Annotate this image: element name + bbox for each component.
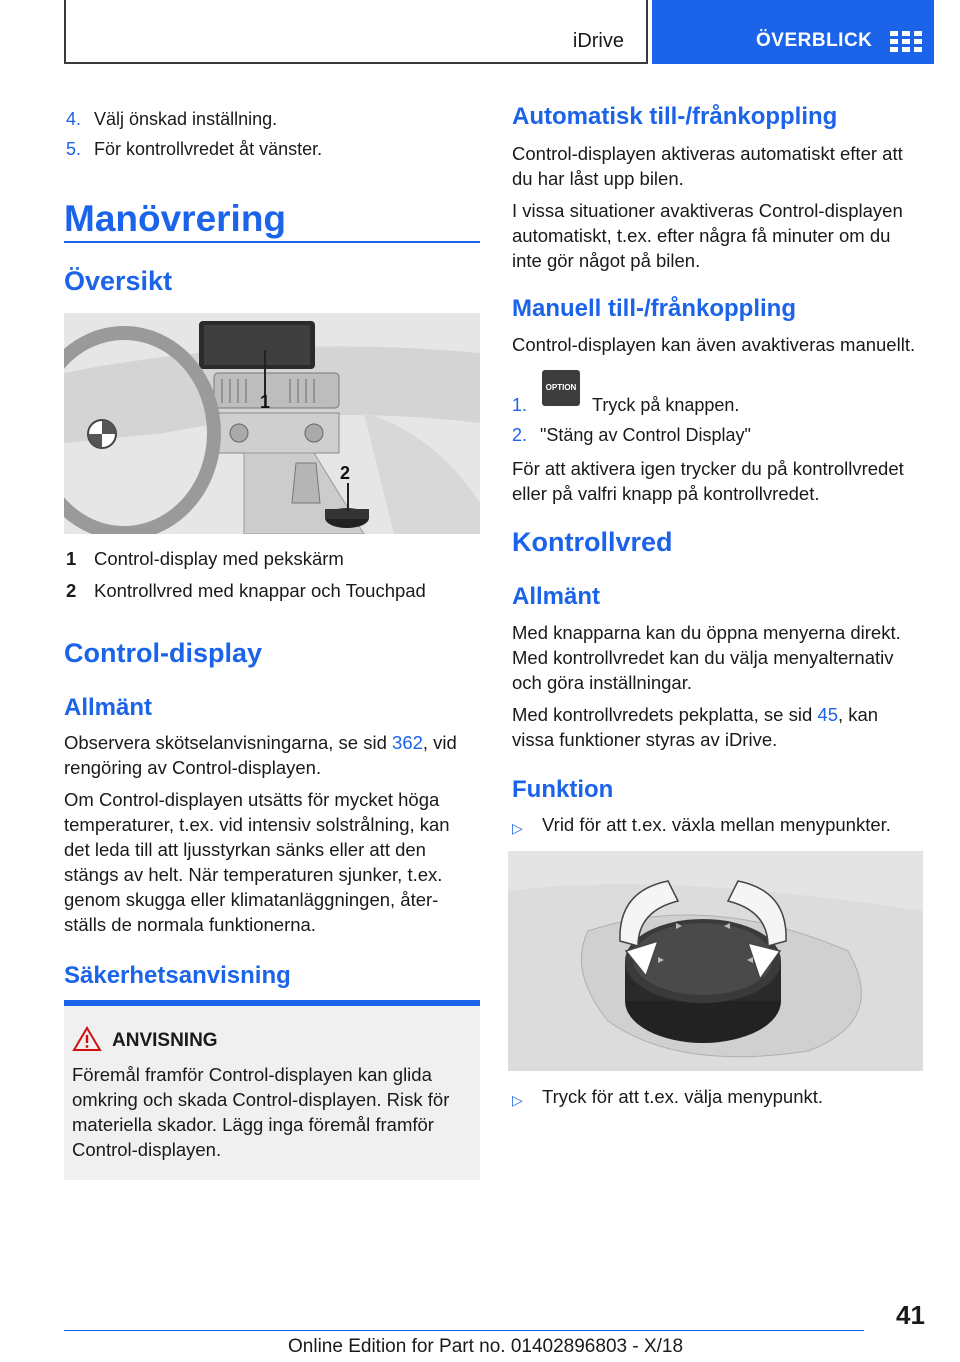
legend-text: Control-display med pekskärm [94, 548, 344, 569]
legend-number: 1 [66, 548, 77, 569]
step-4 [66, 108, 480, 130]
manuell-step-2 [512, 424, 932, 446]
dashboard-illustration [64, 313, 480, 534]
temp-line: Om Control-displayen utsätts för mycket höga [64, 789, 440, 810]
step-number: 2. [512, 425, 528, 445]
auto-line: du har låst upp bilen. [512, 168, 684, 189]
kontrollvred-paragraph [512, 620, 942, 759]
heading-funktion: Funktion [512, 776, 614, 803]
kv-text-end: , kan [837, 704, 879, 725]
page-number: 41 [896, 1300, 925, 1330]
bullet-text: Vrid för att t.ex. växla mellan menypunkter. [542, 814, 891, 835]
callout-1: 1 [260, 392, 271, 412]
warning-icon [72, 1026, 102, 1052]
auto-line: inte gör något på bilen. [512, 250, 701, 271]
overview-tab-label: ÖVERBLICK [756, 30, 873, 51]
allmant-text-end: , vid [422, 732, 457, 753]
step-text: Välj önskad inställning. [94, 109, 278, 129]
temp-line: ställs de normala funktionerna. [64, 914, 316, 935]
heading-manuell: Manuell till-/frånkoppling [512, 295, 796, 322]
auto-line: automatiskt, t.ex. efter några få minuter om du [512, 225, 891, 246]
overview-tab[interactable] [652, 0, 934, 64]
footer-rule [64, 1330, 864, 1331]
heading-manovrering: Manövrering [64, 198, 287, 239]
allmant-text-line2: rengöring av Control-displayen. [64, 757, 322, 778]
step-number: 4. [66, 109, 82, 129]
heading-kontrollvred: Kontrollvred [512, 527, 673, 557]
kv-line: Med knapparna kan du öppna menyerna direkt. [512, 622, 901, 643]
legend-item-2 [66, 580, 480, 602]
heading-oversikt: Översikt [64, 266, 173, 296]
kv-text-line2: vissa funktioner styras av iDrive. [512, 729, 778, 750]
legend-text: Kontrollvred med knappar och Touchpad [94, 580, 426, 601]
temp-line: temperaturer, t.ex. vid intensiv solstrålning, kan [64, 814, 450, 835]
manuell-paragraph-2 [512, 456, 942, 506]
heading-allmant-left: Allmänt [64, 694, 153, 721]
triangle-bullet-icon: ▷ [512, 820, 523, 836]
temp-line: det leda till att ljusstyrkan sänks eller att den [64, 839, 426, 860]
grid-icon [890, 31, 922, 53]
warning-title: ANVISNING [112, 1030, 218, 1051]
page-link-362[interactable]: 362 [392, 732, 423, 753]
bullet-press [512, 1086, 932, 1108]
bullet-text: Tryck för att t.ex. välja menypunkt. [542, 1086, 824, 1107]
header-section-title: iDrive [572, 30, 624, 52]
step-5 [66, 138, 480, 160]
temp-line: stängs av helt. När temperaturen sjunker, t.ex. [64, 864, 443, 885]
footer-edition: Online Edition for Part no. 01402896803 - X/18 [288, 1336, 684, 1357]
heading-auto: Automatisk till-/frånkoppling [512, 103, 838, 130]
warning-text [72, 1062, 476, 1162]
heading-rule [64, 241, 480, 243]
step-number: 5. [66, 139, 82, 159]
step-text: Tryck på knappen. [592, 395, 740, 415]
legend-number: 2 [66, 580, 77, 601]
heading-allmant-right: Allmänt [512, 583, 601, 610]
allmant-text: Observera skötselanvisningarna, se sid [64, 732, 393, 753]
manuell-paragraph: Control-displayen kan även avaktiveras manuellt. [512, 334, 916, 355]
manuell-line: För att aktivera igen trycker du på kontrollvredet [512, 458, 904, 479]
heading-sakerhet: Säkerhetsanvisning [64, 962, 291, 989]
warning-bar [64, 1000, 480, 1006]
warning-line: omkring och skada Control-displayen. Risk för [72, 1089, 450, 1110]
step-text: För kontrollvredet åt vänster. [94, 139, 323, 159]
temp-line: genom skugga eller klimatanläggningen, åter- [64, 889, 439, 910]
auto-line: Control-displayen aktiveras automatiskt efter att [512, 143, 903, 164]
step-number: 1. [512, 395, 528, 415]
heading-control-display: Control-display [64, 638, 263, 668]
warning-line: Control-displayen. [72, 1139, 222, 1160]
option-key-icon: OPTION [542, 370, 580, 406]
manuell-line: eller på valfri knapp på kontrollvredet. [512, 483, 820, 504]
header-section-box [64, 0, 648, 64]
triangle-bullet-icon: ▷ [512, 1092, 523, 1108]
step-text: "Stäng av Control Display" [540, 425, 751, 445]
auto-line: I vissa situationer avaktiveras Control-displayen [512, 200, 903, 221]
warning-line: Föremål framför Control-displayen kan glida [72, 1064, 432, 1085]
callout-2: 2 [340, 463, 351, 483]
warning-line: materiella skador. Lägg inga föremål framför [72, 1114, 434, 1135]
kv-line: Med kontrollvredet kan du välja menyalternativ [512, 647, 894, 668]
auto-paragraph [512, 141, 932, 280]
legend-item-1 [66, 548, 480, 570]
page-link-45[interactable]: 45 [817, 704, 838, 725]
kv-text: Med kontrollvredets pekplatta, se sid [512, 704, 818, 725]
allmant-paragraph [64, 730, 484, 944]
manuell-step-1 [512, 383, 932, 428]
controller-drawing [508, 851, 923, 1071]
kv-line: och göra inställningar. [512, 672, 692, 693]
dashboard-drawing [64, 313, 480, 534]
bullet-rotate [512, 814, 932, 836]
controller-illustration [508, 851, 923, 1071]
